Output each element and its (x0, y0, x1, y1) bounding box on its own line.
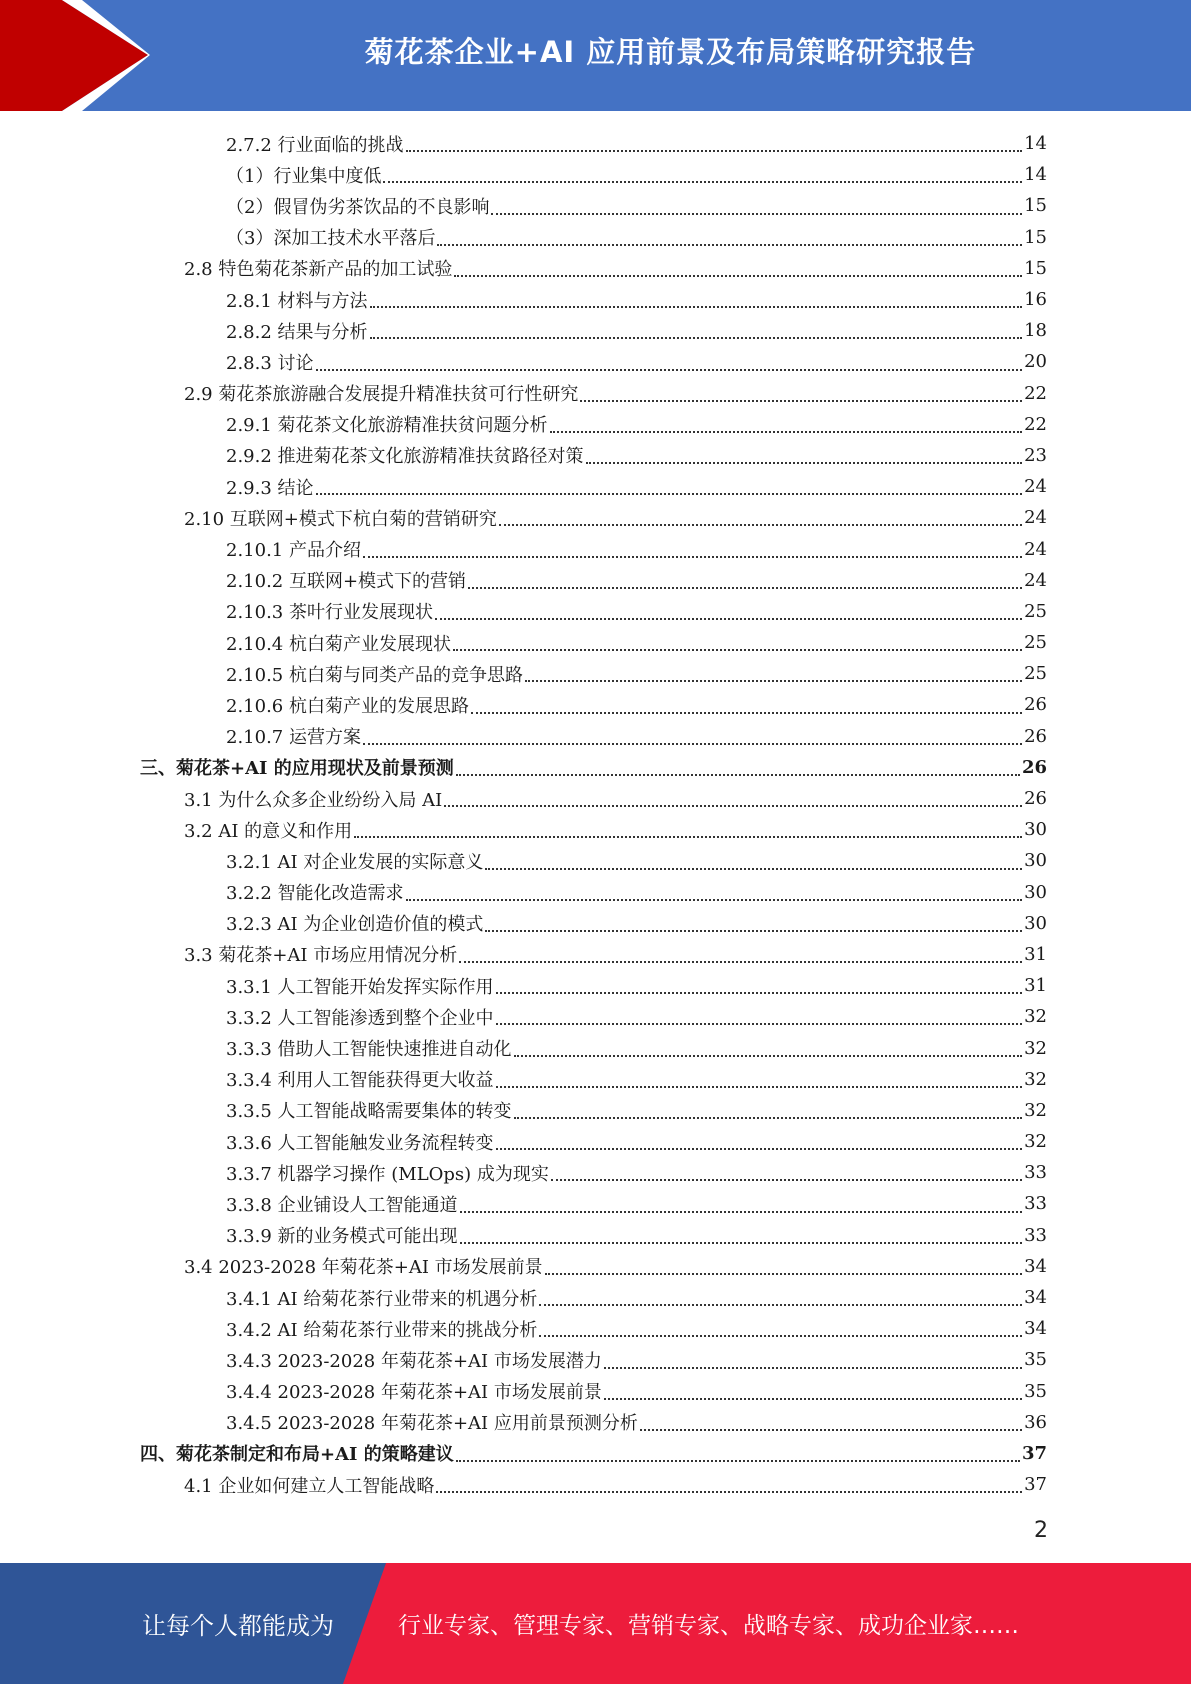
toc-entry[interactable] (140, 409, 1047, 440)
toc-entry[interactable] (140, 1064, 1047, 1095)
toc-entry[interactable] (140, 721, 1047, 752)
toc-dot-leader (456, 1460, 1020, 1462)
toc-entry-page: 30 (1024, 850, 1047, 872)
toc-dot-leader (551, 1179, 1022, 1181)
toc-dot-leader (539, 1335, 1022, 1337)
toc-dot-leader (363, 743, 1022, 745)
toc-entry[interactable] (140, 1251, 1047, 1282)
toc-entry[interactable] (140, 471, 1047, 502)
toc-entry[interactable] (140, 1220, 1047, 1251)
toc-entry-page: 14 (1024, 164, 1047, 186)
toc-entry-title: 2.10.6 杭白菊产业的发展思路 (226, 695, 469, 717)
toc-entry-title: 3.2.3 AI 为企业创造价值的模式 (226, 914, 484, 936)
toc-entry-title: 3.4.2 AI 给菊花茶行业带来的挑战分析 (226, 1319, 538, 1341)
toc-dot-leader (316, 369, 1023, 371)
toc-entry-page: 35 (1024, 1380, 1047, 1402)
toc-entry-page: 26 (1024, 694, 1047, 716)
toc-entry[interactable] (140, 190, 1047, 221)
toc-entry[interactable] (140, 908, 1047, 939)
toc-entry[interactable] (140, 877, 1047, 908)
toc-entry[interactable] (140, 440, 1047, 471)
toc-entry-title: 3.3 菊花茶+AI 市场应用情况分析 (184, 945, 458, 967)
toc-entry-title: 3.4.1 AI 给菊花茶行业带来的机遇分析 (226, 1288, 538, 1310)
toc-entry-page: 31 (1024, 943, 1047, 965)
toc-entry-title: 2.7.2 行业面临的挑战 (226, 134, 404, 156)
toc-entry-page: 33 (1024, 1162, 1047, 1184)
page-header (0, 0, 1191, 111)
toc-entry[interactable] (140, 1188, 1047, 1219)
toc-entry-page: 34 (1024, 1255, 1047, 1277)
toc-entry-title: 四、菊花茶制定和布局+AI 的策略建议 (140, 1444, 454, 1466)
toc-entry-page: 24 (1024, 538, 1047, 560)
toc-entry-title: 3.3.9 新的业务模式可能出现 (226, 1226, 458, 1248)
toc-dot-leader (471, 712, 1022, 714)
footer-slogan-right: 行业专家、管理专家、营销专家、战略专家、成功企业家…… (398, 1613, 1019, 1639)
toc-entry-page: 26 (1021, 756, 1047, 778)
report-title: 菊花茶企业+AI 应用前景及布局策略研究报告 (364, 34, 977, 69)
toc-entry-title: 3.2.1 AI 对企业发展的实际意义 (226, 851, 484, 873)
toc-entry-title: 2.9.2 推进菊花茶文化旅游精准扶贫路径对策 (226, 446, 584, 468)
toc-entry-page: 32 (1024, 1131, 1047, 1153)
toc-entry[interactable] (140, 565, 1047, 596)
toc-entry-page: 22 (1024, 382, 1047, 404)
toc-entry[interactable] (140, 1157, 1047, 1188)
toc-entry[interactable] (140, 533, 1047, 564)
toc-entry-page: 33 (1024, 1224, 1047, 1246)
toc-dot-leader (370, 337, 1023, 339)
toc-entry-page: 24 (1024, 569, 1047, 591)
toc-entry[interactable] (140, 1438, 1047, 1469)
toc-entry[interactable] (140, 222, 1047, 253)
toc-entry-page: 37 (1021, 1442, 1047, 1464)
toc-entry[interactable] (140, 284, 1047, 315)
toc-entry[interactable] (140, 939, 1047, 970)
toc-dot-leader (370, 306, 1023, 308)
toc-dot-leader (456, 774, 1020, 776)
toc-dot-leader (436, 1491, 1022, 1493)
table-of-contents (140, 128, 1047, 1500)
toc-dot-leader (514, 1055, 1023, 1057)
toc-dot-leader (550, 431, 1023, 433)
toc-dot-leader (604, 1398, 1022, 1400)
toc-entry-page: 24 (1024, 507, 1047, 529)
toc-entry-title: 3.2 AI 的意义和作用 (184, 820, 353, 842)
toc-entry[interactable] (140, 378, 1047, 409)
toc-entry[interactable] (140, 1376, 1047, 1407)
toc-entry-title: 2.10.3 茶叶行业发展现状 (226, 602, 433, 624)
toc-dot-leader (485, 868, 1022, 870)
toc-entry[interactable] (140, 253, 1047, 284)
toc-entry[interactable] (140, 1344, 1047, 1375)
toc-entry[interactable] (140, 502, 1047, 533)
toc-dot-leader (525, 680, 1022, 682)
toc-entry-page: 26 (1024, 788, 1047, 810)
toc-entry-page: 32 (1024, 1037, 1047, 1059)
toc-entry-title: 2.8.3 讨论 (226, 352, 314, 374)
toc-entry[interactable] (140, 128, 1047, 159)
toc-entry-title: 3.4.4 2023-2028 年菊花茶+AI 市场发展前景 (226, 1382, 602, 1404)
toc-entry-page: 32 (1024, 1099, 1047, 1121)
toc-entry[interactable] (140, 970, 1047, 1001)
toc-dot-leader (468, 587, 1022, 589)
toc-entry-page: 30 (1024, 881, 1047, 903)
toc-entry-page: 14 (1024, 133, 1047, 155)
toc-entry-title: （1）行业集中度低 (226, 165, 382, 187)
toc-dot-leader (499, 524, 1022, 526)
toc-entry-title: 2.8.2 结果与分析 (226, 321, 368, 343)
toc-entry[interactable] (140, 658, 1047, 689)
toc-entry-page: 16 (1024, 289, 1047, 311)
toc-entry-title: 3.3.6 人工智能触发业务流程转变 (226, 1132, 494, 1154)
toc-entry-page: 18 (1024, 320, 1047, 342)
toc-entry-title: 3.2.2 智能化改造需求 (226, 883, 404, 905)
page-number: 2 (1034, 1518, 1048, 1543)
toc-entry[interactable] (140, 1313, 1047, 1344)
toc-entry-page: 15 (1024, 257, 1047, 279)
toc-entry[interactable] (140, 596, 1047, 627)
toc-entry-title: 三、菊花茶+AI 的应用现状及前景预测 (140, 758, 454, 780)
toc-entry-title: 3.3.1 人工智能开始发挥实际作用 (226, 976, 494, 998)
toc-entry-page: 25 (1024, 663, 1047, 685)
toc-dot-leader (496, 1148, 1023, 1150)
toc-dot-leader (459, 961, 1022, 963)
toc-entry-page: 23 (1024, 444, 1047, 466)
toc-dot-leader (580, 400, 1022, 402)
toc-entry[interactable] (140, 159, 1047, 190)
toc-entry-title: 2.10.4 杭白菊产业发展现状 (226, 633, 451, 655)
toc-entry-page: 25 (1024, 632, 1047, 654)
toc-entry-title: 2.10.7 运营方案 (226, 727, 361, 749)
toc-dot-leader (453, 649, 1022, 651)
toc-entry-title: （2）假冒伪劣茶饮品的不良影响 (226, 196, 490, 218)
toc-entry[interactable] (140, 346, 1047, 377)
toc-entry[interactable] (140, 1126, 1047, 1157)
toc-entry-page: 32 (1024, 1006, 1047, 1028)
toc-entry[interactable] (140, 689, 1047, 720)
toc-entry-title: 3.3.4 利用人工智能获得更大收益 (226, 1070, 494, 1092)
toc-entry[interactable] (140, 627, 1047, 658)
toc-dot-leader (316, 493, 1023, 495)
toc-entry-page: 22 (1024, 413, 1047, 435)
toc-entry[interactable] (140, 783, 1047, 814)
toc-dot-leader (354, 836, 1022, 838)
toc-entry-title: 2.9.1 菊花茶文化旅游精准扶贫问题分析 (226, 415, 548, 437)
toc-dot-leader (437, 244, 1022, 246)
toc-dot-leader (444, 805, 1022, 807)
toc-entry-page: 31 (1024, 975, 1047, 997)
toc-entry-title: 3.4.5 2023-2028 年菊花茶+AI 应用前景预测分析 (226, 1413, 638, 1435)
toc-dot-leader (460, 1211, 1023, 1213)
toc-entry-page: 35 (1024, 1349, 1047, 1371)
toc-entry-page: 24 (1024, 476, 1047, 498)
toc-dot-leader (435, 618, 1022, 620)
toc-dot-leader (640, 1429, 1022, 1431)
toc-dot-leader (514, 1117, 1023, 1119)
toc-entry-title: 2.9 菊花茶旅游融合发展提升精准扶贫可行性研究 (184, 384, 579, 406)
toc-entry-title: 2.10.1 产品介绍 (226, 540, 361, 562)
toc-entry[interactable] (140, 1407, 1047, 1438)
toc-dot-leader (604, 1367, 1022, 1369)
toc-entry[interactable] (140, 1095, 1047, 1126)
toc-entry-title: 3.3.5 人工智能战略需要集体的转变 (226, 1101, 512, 1123)
toc-entry[interactable] (140, 845, 1047, 876)
toc-entry[interactable] (140, 315, 1047, 346)
toc-dot-leader (406, 899, 1023, 901)
toc-entry-title: （3）深加工技术水平落后 (226, 228, 436, 250)
toc-entry-title: 3.3.3 借助人工智能快速推进自动化 (226, 1039, 512, 1061)
toc-dot-leader (454, 275, 1022, 277)
toc-entry-page: 30 (1024, 912, 1047, 934)
toc-dot-leader (496, 1086, 1023, 1088)
toc-entry-title: 3.3.7 机器学习操作 (MLOps) 成为现实 (226, 1163, 549, 1185)
toc-entry-title: 4.1 企业如何建立人工智能战略 (184, 1475, 435, 1497)
toc-dot-leader (586, 462, 1023, 464)
toc-entry-title: 3.3.8 企业铺设人工智能通道 (226, 1194, 458, 1216)
toc-entry-title: 2.10.2 互联网+模式下的营销 (226, 571, 467, 593)
toc-entry[interactable] (140, 752, 1047, 783)
toc-entry-title: 2.10.5 杭白菊与同类产品的竞争思路 (226, 664, 523, 686)
toc-entry[interactable] (140, 1469, 1047, 1500)
toc-entry-title: 2.8 特色菊花茶新产品的加工试验 (184, 259, 453, 281)
toc-dot-leader (545, 1273, 1022, 1275)
toc-entry-title: 2.9.3 结论 (226, 477, 314, 499)
footer-slogan-left: 让每个人都能成为 (142, 1612, 334, 1640)
toc-entry[interactable] (140, 1282, 1047, 1313)
toc-entry-page: 20 (1024, 351, 1047, 373)
toc-dot-leader (491, 213, 1022, 215)
toc-dot-leader (460, 1242, 1023, 1244)
toc-entry-page: 15 (1024, 226, 1047, 248)
toc-entry-page: 37 (1024, 1474, 1047, 1496)
toc-entry-title: 3.4 2023-2028 年菊花茶+AI 市场发展前景 (184, 1257, 543, 1279)
toc-dot-leader (406, 150, 1023, 152)
toc-entry-page: 34 (1024, 1318, 1047, 1340)
toc-entry-page: 32 (1024, 1068, 1047, 1090)
toc-entry-title: 2.8.1 材料与方法 (226, 290, 368, 312)
toc-dot-leader (485, 930, 1022, 932)
toc-entry-page: 25 (1024, 600, 1047, 622)
toc-dot-leader (539, 1304, 1022, 1306)
toc-entry-title: 3.3.2 人工智能渗透到整个企业中 (226, 1007, 494, 1029)
toc-dot-leader (383, 181, 1022, 183)
toc-entry[interactable] (140, 814, 1047, 845)
toc-dot-leader (496, 992, 1023, 994)
page-footer (0, 1563, 1191, 1684)
toc-entry-page: 34 (1024, 1287, 1047, 1309)
toc-dot-leader (496, 1023, 1023, 1025)
toc-entry-title: 3.4.3 2023-2028 年菊花茶+AI 市场发展潜力 (226, 1350, 602, 1372)
toc-entry[interactable] (140, 1001, 1047, 1032)
toc-entry-title: 3.1 为什么众多企业纷纷入局 AI (184, 789, 443, 811)
toc-entry-page: 36 (1024, 1411, 1047, 1433)
toc-entry-page: 33 (1024, 1193, 1047, 1215)
toc-dot-leader (363, 556, 1022, 558)
toc-entry-page: 15 (1024, 195, 1047, 217)
toc-entry-page: 26 (1024, 725, 1047, 747)
toc-entry-title: 2.10 互联网+模式下杭白菊的营销研究 (184, 508, 497, 530)
toc-entry[interactable] (140, 1032, 1047, 1063)
toc-entry-page: 30 (1024, 819, 1047, 841)
